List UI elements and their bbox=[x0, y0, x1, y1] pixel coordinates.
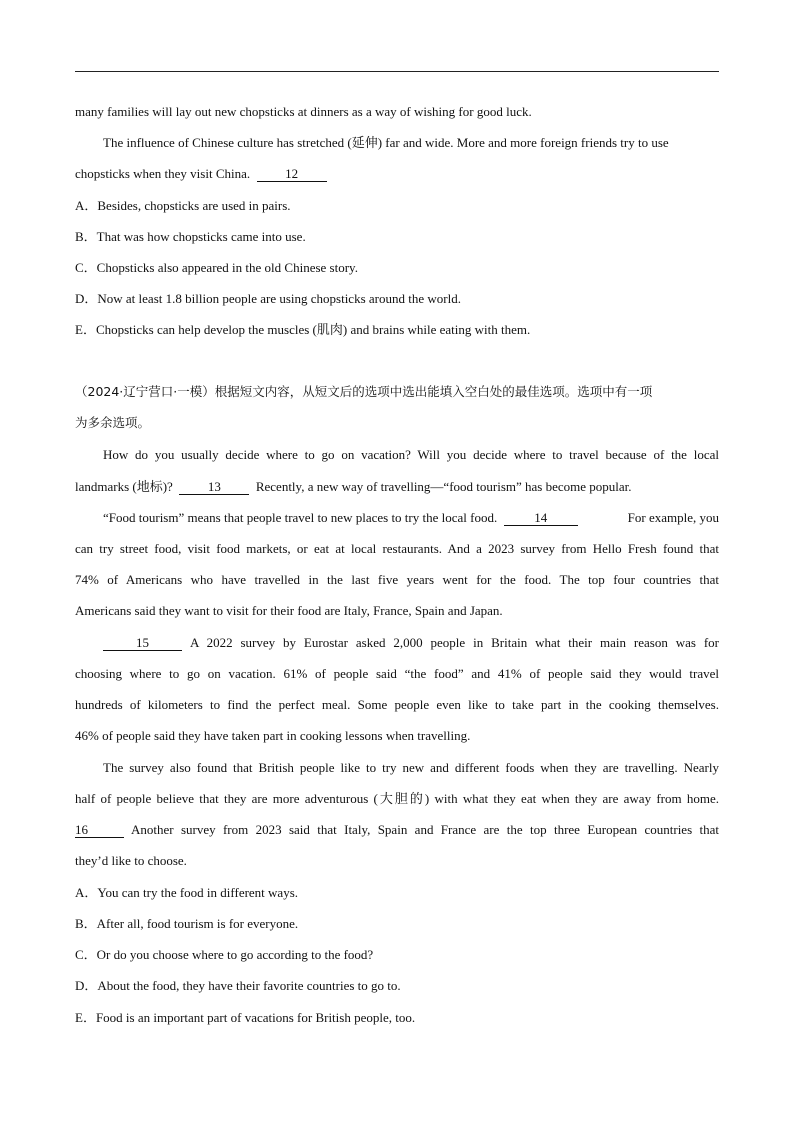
option-e: E．Chopsticks can help develop the muscles (肌肉) and brains while eating with them. bbox=[75, 322, 531, 337]
text-line: Americans said they want to visit for their food are Italy, France, Spain and Japan. bbox=[75, 603, 503, 618]
text-line: can try street food, visit food markets, or eat at local restaurants. And a 2023 survey from Hello Fresh found that bbox=[75, 541, 719, 556]
answer-blank-13: 13 bbox=[179, 480, 249, 495]
line-text: Another survey from 2023 said that Italy, Spain and France are the top three European countries that bbox=[131, 822, 719, 837]
text-line: hundreds of kilometers to find the perfect meal. Some people even like to take part in the cooking themselves. bbox=[75, 697, 719, 712]
answer-blank-16: 16 bbox=[75, 823, 124, 838]
answer-blank-14: 14 bbox=[504, 511, 578, 526]
line-text: For example, you bbox=[627, 510, 719, 525]
text-line: How do you usually decide where to go on vacation? Will you decide where to travel because of the local bbox=[103, 447, 719, 462]
option-d: D．About the food, they have their favorite countries to go to. bbox=[75, 978, 401, 993]
line-text: chopsticks when they visit China. bbox=[75, 166, 251, 181]
line-text: “Food tourism” means that people travel to new places to try the local food. bbox=[103, 510, 498, 525]
text-line: they’d like to choose. bbox=[75, 853, 187, 868]
text-line: choosing where to go on vacation. 61% of people said “the food” and 41% of people said they would travel bbox=[75, 666, 719, 681]
option-b: B．That was how chopsticks came into use. bbox=[75, 229, 306, 244]
text-line: half of people believe that they are more adventurous (大胆的) with what they eat when they are away from home. bbox=[75, 791, 719, 806]
text-line bbox=[75, 479, 719, 495]
line-text: landmarks (地标)? bbox=[75, 479, 173, 494]
instruction-line: （2024·辽宁营口·一模）根据短文内容，从短文后的选项中选出能填入空白处的最佳选项。选项中有一项 bbox=[75, 384, 653, 399]
text-line bbox=[103, 510, 719, 526]
text-line: The influence of Chinese culture has stretched (延伸) far and wide. More and more foreign friends try to use bbox=[103, 135, 669, 150]
option-a: A．Besides, chopsticks are used in pairs. bbox=[75, 198, 291, 213]
text-line bbox=[75, 166, 719, 182]
option-c: C．Chopsticks also appeared in the old Chinese story. bbox=[75, 260, 358, 275]
option-a: A．You can try the food in different ways. bbox=[75, 885, 299, 900]
text-line: many families will lay out new chopsticks at dinners as a way of wishing for good luck. bbox=[75, 104, 532, 119]
answer-blank-15: 15 bbox=[103, 636, 182, 651]
option-d: D．Now at least 1.8 billion people are using chopsticks around the world. bbox=[75, 291, 461, 306]
text-line bbox=[103, 635, 719, 651]
line-text: Recently, a new way of travelling—“food tourism” has become popular. bbox=[255, 479, 632, 494]
instruction-line: 为多余选项。 bbox=[75, 415, 151, 430]
line-text: A 2022 survey by Eurostar asked 2,000 people in Britain what their main reason was for bbox=[190, 635, 719, 650]
text-line: 74% of Americans who have travelled in the last five years went for the food. The top four countries that bbox=[75, 572, 719, 587]
option-b: B．After all, food tourism is for everyone. bbox=[75, 916, 299, 931]
header-rule bbox=[75, 71, 719, 72]
answer-blank-12: 12 bbox=[257, 167, 327, 182]
option-e: E．Food is an important part of vacations for British people, too. bbox=[75, 1010, 416, 1025]
text-line bbox=[75, 822, 719, 838]
option-c: C．Or do you choose where to go according to the food? bbox=[75, 947, 374, 962]
text-line: The survey also found that British people like to try new and different foods when they are travelling. Nearly bbox=[103, 760, 719, 775]
text-line: 46% of people said they have taken part in cooking lessons when travelling. bbox=[75, 728, 471, 743]
